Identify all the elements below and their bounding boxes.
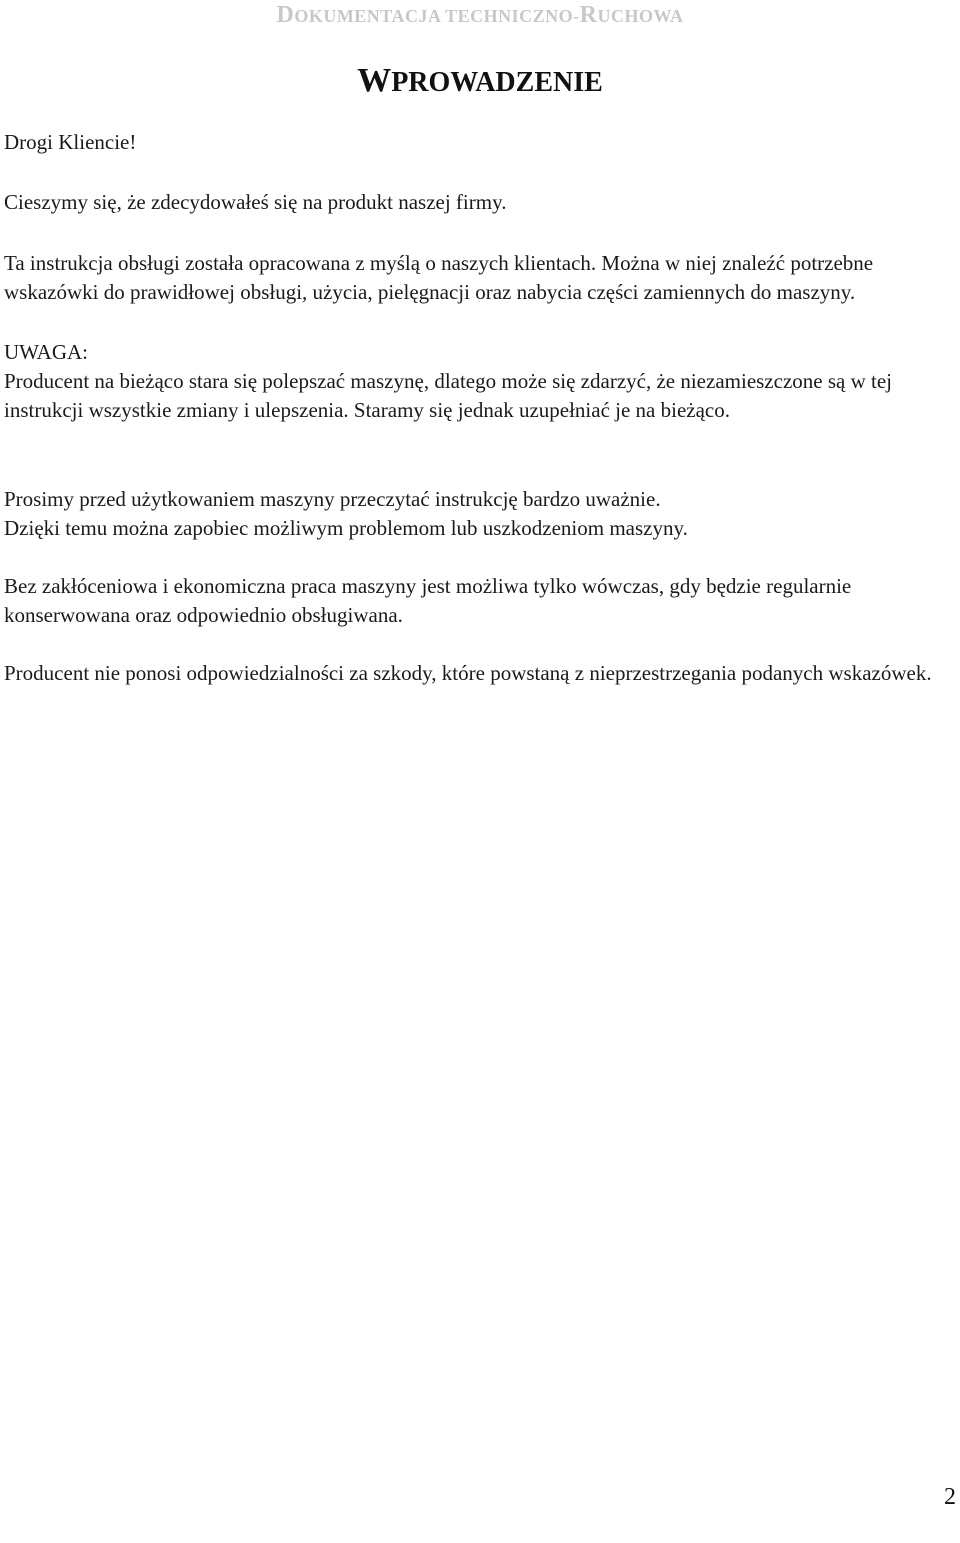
- warning-label: UWAGA:: [4, 340, 88, 364]
- section-title: [0, 62, 960, 100]
- running-header-tail: UCHOWA: [597, 6, 684, 26]
- page-number: 2: [944, 1484, 956, 1510]
- paragraph-thanks: Cieszymy się, że zdecydowałeś się na produkt naszej firmy.: [4, 190, 507, 214]
- section-title-initial: W: [357, 62, 392, 99]
- greeting: Drogi Kliencie!: [4, 130, 137, 154]
- warning-text: Producent na bieżąco stara się polepszać maszynę, dlatego może się zdarzyć, że niezamieszczone są w tej instrukcji wszystkie zmiany i ulepszenia. Staramy się jednak uzupełniać je na bieżąco.: [4, 369, 892, 422]
- paragraph-read-line-1: Prosimy przed użytkowaniem maszyny przeczytać instrukcję bardzo uważnie.: [4, 487, 661, 511]
- paragraph-intro: Ta instrukcja obsługi została opracowana z myślą o naszych klientach. Można w niej znaleźć potrzebne wskazówki do prawidłowej obsługi, użycia, pielęgnacji oraz nabycia części zamiennych do maszyny.: [4, 251, 874, 304]
- running-header-text: OKUMENTACJA TECHNICZNO-: [294, 6, 580, 26]
- paragraph-liability: Producent nie ponosi odpowiedzialności za szkody, które powstaną z nieprzestrzegania podanych wskazówek.: [4, 661, 932, 685]
- running-header-initial-r: R: [579, 2, 598, 28]
- page-body: [4, 128, 944, 688]
- running-header: [0, 2, 960, 29]
- section-title-rest: PROWADZENIE: [391, 67, 603, 98]
- paragraph-read-line-2: Dzięki temu można zapobiec możliwym problemom lub uszkodzeniom maszyny.: [4, 516, 688, 540]
- running-header-initial: D: [276, 2, 295, 28]
- paragraph-maintenance: Bez zakłóceniowa i ekonomiczna praca maszyny jest możliwa tylko wówczas, gdy będzie regularnie konserwowana oraz odpowiednio obsługiwana.: [4, 574, 852, 627]
